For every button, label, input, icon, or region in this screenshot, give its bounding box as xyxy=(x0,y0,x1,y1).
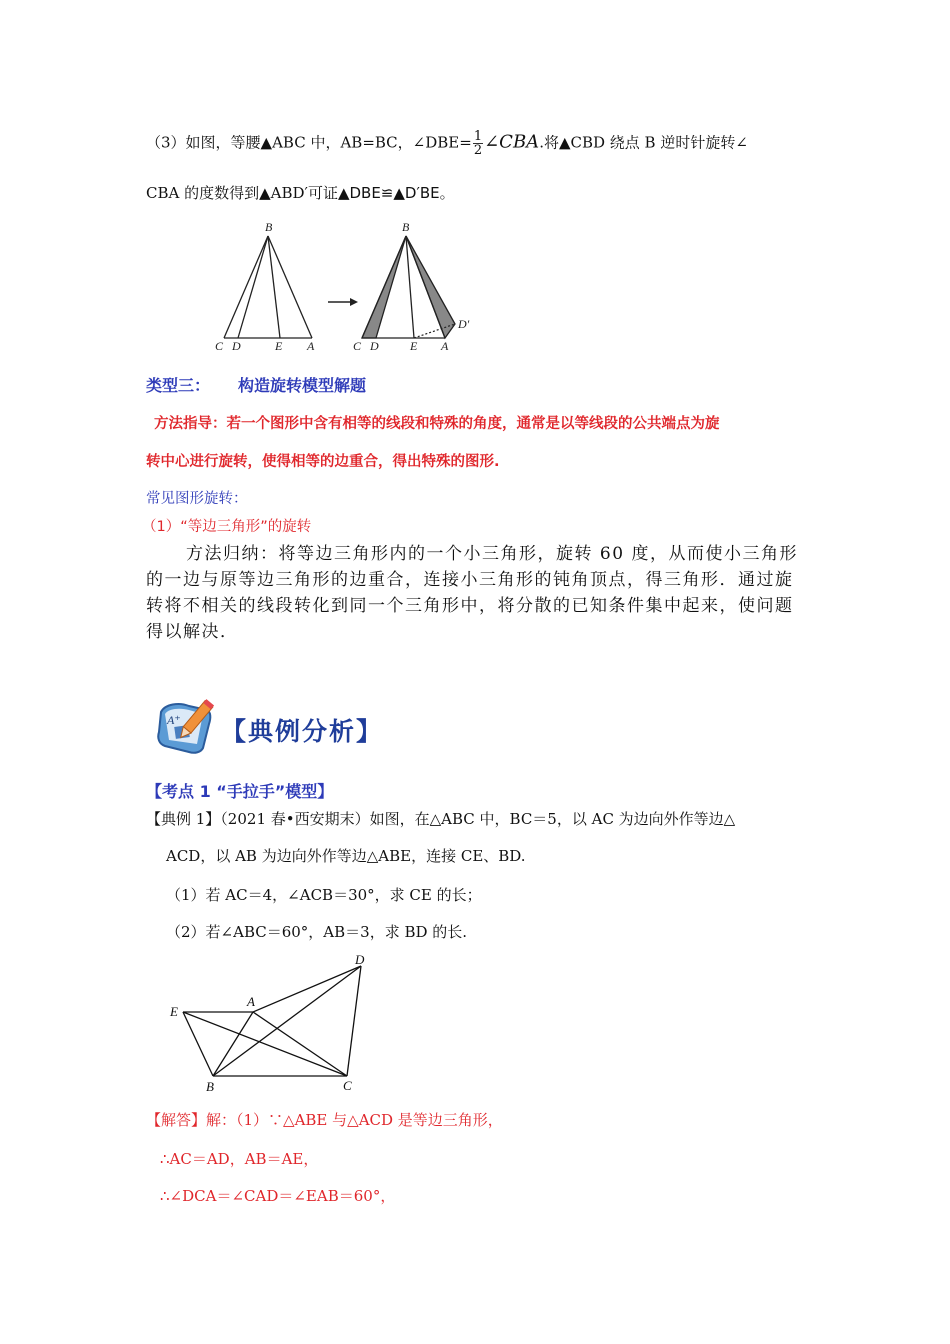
svg-text:A⁺: A⁺ xyxy=(167,713,181,727)
hand-in-hand-figure xyxy=(165,950,380,1095)
equilateral-rotation-subheading: （1）“等边三角形”的旋转 xyxy=(142,519,312,535)
summary-line-2: 的一边与原等边三角形的边重合，连接小三角形的钝角顶点，得三角形．通过旋 xyxy=(146,570,794,590)
kaodian-heading: 【考点 1 “手拉手”模型】 xyxy=(146,782,334,801)
part3-line1 xyxy=(146,130,748,157)
label-d: D xyxy=(370,339,379,353)
label-a: A xyxy=(307,339,315,353)
example1-line1: 【典例 1】（2021 春•西安期末）如图，在△ABC 中，BC＝5，以 AC 为边向外作等边△ xyxy=(146,810,736,828)
answer-line2: ∴AC＝AD，AB＝AE， xyxy=(160,1150,319,1168)
example1-question1: （1）若 AC＝4，∠ACB＝30°，求 CE 的长； xyxy=(166,886,482,904)
common-rotation-heading: 常见图形旋转： xyxy=(146,491,248,507)
angle-cba-symbol: ∠CBA xyxy=(484,131,540,153)
part3-text-a: 如图，等腰▲ABC 中，AB=BC，∠DBE= xyxy=(185,133,472,152)
rotation-figure xyxy=(210,218,490,356)
label-a: A xyxy=(247,994,255,1009)
label-b: B xyxy=(265,220,273,234)
part3-line2: CBA 的度数得到▲ABD′可证▲DBE≌▲D′BE。 xyxy=(146,184,455,202)
label-b: B xyxy=(206,1079,214,1094)
method-guide-line2: 转中心进行旋转，使得相等的边重合，得出特殊的图形. xyxy=(146,454,500,470)
example-analysis-banner xyxy=(155,694,385,760)
arrow-right-icon xyxy=(328,298,358,306)
method-guide-line1: 方法指导：若一个图形中含有相等的线段和特殊的角度，通常是以等线段的公共端点为旋 xyxy=(154,416,720,432)
label-c: C xyxy=(215,339,224,353)
answer-line3: ∴∠DCA＝∠CAD＝∠EAB＝60°， xyxy=(160,1187,396,1205)
left-figure-labels xyxy=(215,220,315,353)
example-analysis-title: 【典例分析】 xyxy=(221,717,384,746)
label-d: D xyxy=(355,952,365,967)
label-d-prime: D′ xyxy=(458,317,470,331)
part3-label: （3） xyxy=(146,133,186,152)
summary-line-3: 转将不相关的线段转化到同一个三角形中，将分散的已知条件集中起来，使问题 xyxy=(146,596,794,616)
label-e: E xyxy=(170,1004,178,1019)
label-d: D xyxy=(232,339,241,353)
label-c: C xyxy=(353,339,362,353)
answer-line1: 【解答】解：（1）∵△ABE 与△ACD 是等边三角形， xyxy=(146,1111,503,1129)
part3-text-b: .将▲CBD 绕点 B 逆时针旋转∠ xyxy=(539,133,748,152)
example1-line2: ACD，以 AB 为边向外作等边△ABE，连接 CE、BD. xyxy=(166,847,526,865)
label-e: E xyxy=(275,339,283,353)
summary-line-4: 得以解决． xyxy=(146,622,239,642)
label-c: C xyxy=(343,1078,352,1093)
type3-heading: 类型三： 构造旋转模型解题 xyxy=(146,376,367,395)
label-b: B xyxy=(402,220,410,234)
label-e: E xyxy=(410,339,418,353)
pencil-paper-icon xyxy=(155,696,219,756)
fraction-one-half: $\frac{1}{2}$ xyxy=(473,129,483,158)
example1-question2: （2）若∠ABC＝60°，AB＝3，求 BD 的长. xyxy=(166,923,468,941)
summary-line-1: 方法归纳：将等边三角形内的一个小三角形，旋转 60 度，从而使小三角形 xyxy=(186,544,798,564)
label-a: A xyxy=(441,339,449,353)
